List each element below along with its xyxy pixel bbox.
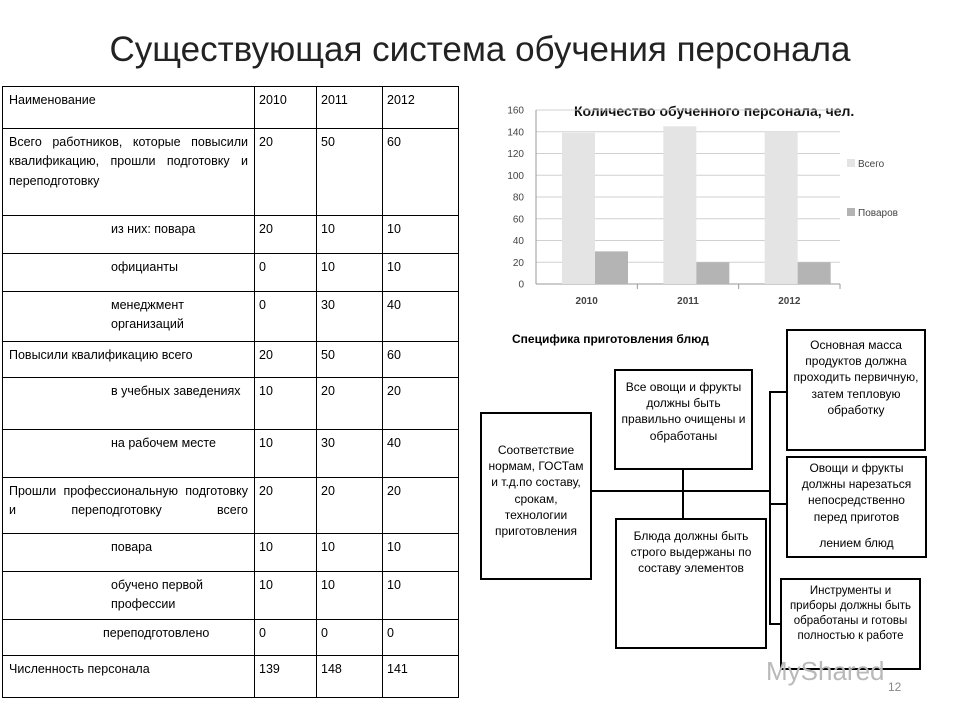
- bar-chart: [488, 96, 908, 316]
- row-label: Повысили квалификацию всего: [3, 342, 255, 378]
- y-tick-label: 160: [507, 105, 524, 117]
- row-label: Прошли профессиональную подготовку и переподготовку всего: [3, 478, 255, 534]
- table-header-row: [3, 87, 459, 129]
- table-row: [3, 342, 459, 378]
- table-row: [3, 254, 459, 292]
- header-cell: 2012: [383, 87, 459, 129]
- cell: 50: [317, 129, 383, 216]
- row-label: повара: [3, 534, 255, 572]
- legend-label-total: Всего: [858, 159, 885, 170]
- table-row: [3, 534, 459, 572]
- row-label: обучено первой профессии: [3, 572, 255, 620]
- cell: 0: [255, 620, 317, 656]
- row-label: на рабочем месте: [3, 430, 255, 478]
- cell: 20: [383, 478, 459, 534]
- diagram-box-cutting: [786, 456, 927, 558]
- bar-total-2010: [562, 133, 595, 284]
- diagram-box-cutting-tail: лением блюд: [819, 535, 894, 550]
- cell: 30: [317, 292, 383, 342]
- cell: 40: [383, 430, 459, 478]
- cell: 30: [317, 430, 383, 478]
- y-tick-label: 140: [507, 127, 524, 139]
- cell: 10: [255, 572, 317, 620]
- cell: 20: [383, 378, 459, 430]
- bar-cooks-2012: [798, 262, 831, 284]
- table-row: [3, 129, 459, 216]
- table-row: [3, 378, 459, 430]
- bar-cooks-2010: [595, 251, 628, 284]
- diagram-box-norms: Соответствие нормам, ГОСТам и т.д.по составу, срокам, технологии приготовления: [480, 412, 592, 580]
- y-tick-label: 120: [507, 149, 524, 160]
- cell: 148: [317, 656, 383, 698]
- header-cell: 2010: [255, 87, 317, 129]
- bar-total-2012: [765, 132, 798, 284]
- cell: 10: [317, 534, 383, 572]
- cell: 50: [317, 342, 383, 378]
- slide-title: Существующая система обучения персонала: [109, 30, 851, 69]
- row-label: официанты: [3, 254, 255, 292]
- legend-swatch-total: [847, 159, 855, 167]
- legend-swatch-cooks: [847, 208, 855, 216]
- cell: 10: [383, 572, 459, 620]
- connector-right-1: [769, 391, 786, 393]
- row-label: менеджмент организаций: [3, 292, 255, 342]
- row-label: Всего работников, которые повысили квалификацию, прошли подготовку и переподготовку: [3, 129, 255, 216]
- diagram-box-tools: Инструменты и приборы должны быть обработаны и готовы полностью к работе: [780, 578, 921, 670]
- cell: 10: [383, 216, 459, 254]
- header-cell: Наименование: [3, 87, 255, 129]
- table-row: [3, 620, 459, 656]
- page-number: 12: [888, 680, 902, 694]
- bar-total-2011: [663, 126, 696, 284]
- cell: 0: [255, 292, 317, 342]
- training-table: [2, 86, 459, 698]
- connector-right-2: [769, 503, 786, 505]
- cell: 40: [383, 292, 459, 342]
- cell: 139: [255, 656, 317, 698]
- connector-right-vertical: [769, 391, 771, 625]
- cell: 10: [383, 254, 459, 292]
- diagram-title: Специфика приготовления блюд: [512, 332, 709, 346]
- y-tick-label: 80: [512, 192, 524, 204]
- diagram-box-cleaning: Все овощи и фрукты должны быть правильно очищены и обработаны: [614, 369, 753, 470]
- header-cell: 2011: [317, 87, 383, 129]
- diagram-box-processing: Основная масса продуктов должна проходить первичную, затем тепловую обработку: [786, 329, 926, 451]
- table-row: [3, 572, 459, 620]
- row-label: переподготовлено: [3, 620, 255, 656]
- cell: 20: [255, 478, 317, 534]
- bar-cooks-2011: [696, 262, 729, 284]
- table-row: [3, 478, 459, 534]
- cell: 0: [317, 620, 383, 656]
- cell: 0: [383, 620, 459, 656]
- cell: 10: [317, 254, 383, 292]
- diagram-box-cutting-text: Овощи и фрукты должны нарезаться непосредственно перед приготов: [801, 461, 912, 524]
- cell: 10: [255, 534, 317, 572]
- legend-label-cooks: Поваров: [858, 208, 898, 219]
- y-tick-label: 0: [518, 279, 524, 291]
- table-row: [3, 292, 459, 342]
- cell: 20: [255, 216, 317, 254]
- x-tick-label: 2012: [778, 296, 801, 307]
- x-tick-label: 2011: [677, 296, 699, 307]
- y-tick-label: 20: [512, 257, 524, 269]
- table-row: [3, 656, 459, 698]
- x-tick-label: 2010: [575, 296, 598, 307]
- cell: 10: [255, 378, 317, 430]
- cell: 20: [255, 342, 317, 378]
- chart-title: Количество обученного персонала, чел.: [574, 103, 855, 119]
- cell: 20: [317, 478, 383, 534]
- cell: 10: [255, 430, 317, 478]
- cell: 141: [383, 656, 459, 698]
- y-tick-label: 100: [507, 170, 524, 182]
- row-label: из них: повара: [3, 216, 255, 254]
- table-row: [3, 216, 459, 254]
- cell: 20: [317, 378, 383, 430]
- row-label: в учебных заведениях: [3, 378, 255, 430]
- connector-center-vertical: [682, 469, 684, 521]
- cell: 60: [383, 129, 459, 216]
- cell: 20: [255, 129, 317, 216]
- cell: 60: [383, 342, 459, 378]
- cell: 10: [317, 572, 383, 620]
- row-label: Численность персонала: [3, 656, 255, 698]
- cell: 10: [317, 216, 383, 254]
- y-tick-label: 40: [512, 236, 524, 247]
- y-tick-label: 60: [512, 214, 524, 226]
- watermark: MyShared: [766, 656, 885, 686]
- connector-horizontal: [590, 490, 770, 492]
- cell: 10: [383, 534, 459, 572]
- cell: 0: [255, 254, 317, 292]
- table-row: [3, 430, 459, 478]
- diagram-box-composition: Блюда должны быть строго выдержаны по составу элементов: [615, 518, 767, 649]
